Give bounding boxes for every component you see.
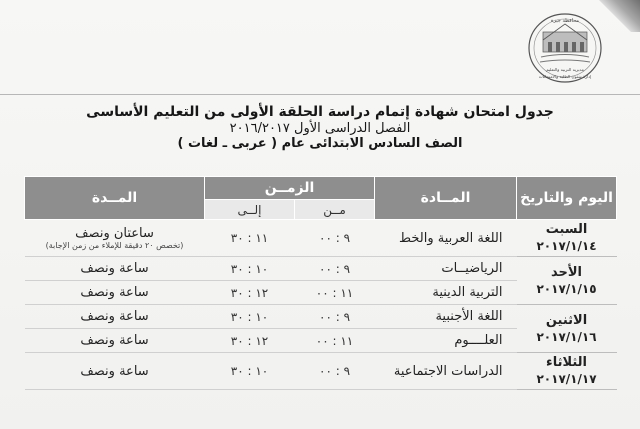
duration-text: ساعتان ونصف: [75, 225, 154, 241]
day-date: ٢٠١٧/١/١٦: [536, 329, 597, 344]
svg-text:إدارة شئون الطلبة والامتحانات: إدارة شئون الطلبة والامتحانات: [538, 74, 592, 79]
time-from-cell: ٩ : ٠٠: [295, 353, 375, 390]
subject-cell: اللغة العربية والخط: [375, 220, 517, 257]
day-cell: [517, 220, 617, 257]
duration-cell: ساعة ونصف: [25, 257, 205, 281]
subject-cell: الرياضيــات: [375, 257, 517, 281]
grade-line: الصف السادس الابتدائى عام ( عربى ـ لغات ): [177, 136, 463, 151]
time-to-cell: ١٠ : ٣٠: [205, 353, 295, 390]
time-from-cell: ١١ : ٠٠: [295, 329, 375, 353]
time-to-cell: ١١ : ٣٠: [205, 220, 295, 257]
day-date: ٢٠١٧/١/١٤: [536, 239, 597, 253]
header-divider: [0, 94, 640, 95]
governorate-logo: [526, 10, 604, 86]
page-curl: [598, 0, 640, 32]
time-from-cell: ٩ : ٠٠: [295, 220, 375, 257]
table-row: [25, 220, 617, 257]
duration-cell: ساعة ونصف: [25, 329, 205, 353]
day-name: الثلاثاء: [546, 355, 587, 370]
duration-note: (تخصص ٢٠ دقيقة للإملاء من زمن الإجابة): [45, 240, 184, 250]
time-to-cell: ١٠ : ٣٠: [205, 257, 295, 281]
subject-cell: العلــــوم: [375, 329, 517, 353]
duration-cell: [25, 220, 205, 257]
day-date: ٢٠١٧/١/١٧: [536, 372, 597, 386]
time-from-cell: ٩ : ٠٠: [295, 257, 375, 281]
exam-schedule-table: [24, 176, 617, 390]
day-name: الأحد: [551, 264, 583, 280]
subject-cell: الدراسات الاجتماعية: [375, 353, 517, 390]
day-cell: [517, 353, 617, 390]
day-cell: [517, 305, 617, 353]
header-from: مــن: [295, 200, 375, 220]
semester-line: الفصل الدراسى الأول ٢٠١٦/٢٠١٧: [229, 121, 411, 136]
table-row: [25, 257, 617, 281]
svg-text:محافظة جيزة: محافظة جيزة: [550, 18, 580, 24]
header-to: إلــى: [205, 200, 295, 220]
time-to-cell: ١٠ : ٣٠: [205, 305, 295, 329]
subject-cell: التربية الدينية: [375, 281, 517, 305]
header-duration: المــدة: [25, 177, 205, 220]
time-to-cell: ١٢ : ٣٠: [205, 329, 295, 353]
table-row: [25, 353, 617, 390]
day-name: السبت: [545, 222, 588, 237]
duration-cell: ساعة ونصف: [25, 281, 205, 305]
header-time: الزمــن: [205, 177, 375, 200]
header-day-date: اليوم والتاريخ: [517, 177, 617, 220]
duration-cell: ساعة ونصف: [25, 353, 205, 390]
table-row: [25, 305, 617, 329]
subject-cell: اللغة الأجنبية: [375, 305, 517, 329]
time-from-cell: ٩ : ٠٠: [295, 305, 375, 329]
day-date: ٢٠١٧/١/١٥: [536, 281, 597, 296]
time-from-cell: ١١ : ٠٠: [295, 281, 375, 305]
day-cell: [517, 257, 617, 305]
schedule-title: جدول امتحان شهادة إتمام دراسة الحلقة الأولى من التعليم الأساسى: [86, 104, 554, 120]
day-name: الاثنين: [545, 312, 588, 328]
time-to-cell: ١٢ : ٣٠: [205, 281, 295, 305]
duration-cell: ساعة ونصف: [25, 305, 205, 329]
svg-text:مديرية التربية والتعليم: مديرية التربية والتعليم: [546, 67, 584, 72]
header-subject: المــادة: [375, 177, 517, 220]
